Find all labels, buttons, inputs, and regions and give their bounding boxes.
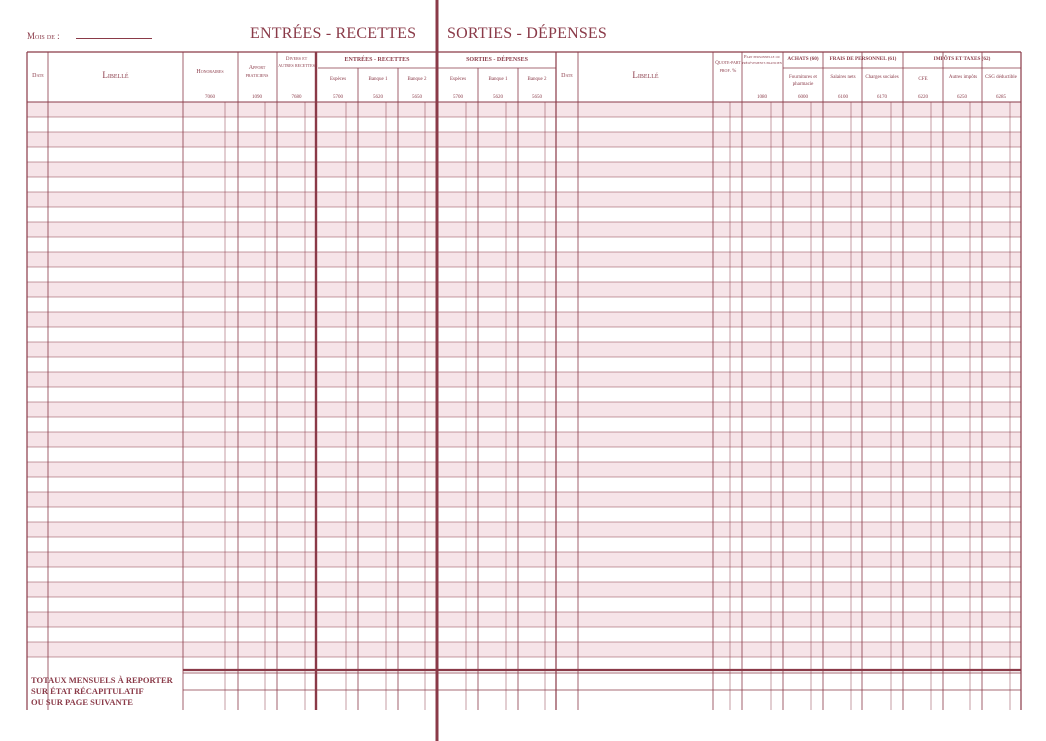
col-date: Date	[32, 73, 44, 79]
row-stripe	[27, 192, 1021, 207]
col-banque2-s: Banque 2	[527, 77, 547, 82]
code-honoraires: 7060	[205, 95, 215, 100]
group-sorties: SORTIES - DÉPENSES	[466, 57, 528, 63]
row-stripe	[27, 612, 1021, 627]
row-stripe	[27, 432, 1021, 447]
code-banque2-s: 5650	[532, 95, 542, 100]
col-autres-impots: Autres impôts	[948, 75, 978, 80]
row-stripe	[27, 252, 1021, 267]
group-impots: IMPÔTS ET TAXES (62)	[933, 56, 991, 62]
col-libelle-right: Libellé	[632, 70, 659, 80]
code-fournitures: 6000	[798, 95, 808, 100]
row-stripe	[27, 642, 1021, 657]
code-part-perso: 1080	[757, 95, 767, 100]
code-especes: 5700	[333, 95, 343, 100]
totaux-line-2: SUR ÉTAT RÉCAPITULATIF	[31, 686, 144, 696]
col-libelle: Libellé	[102, 70, 129, 80]
totaux-line-1: TOTAUX MENSUELS À REPORTER	[31, 675, 173, 685]
col-honoraires: Honoraires	[196, 69, 224, 75]
code-salaires: 6100	[838, 95, 848, 100]
col-csg: CSG déductible	[985, 75, 1017, 80]
row-stripe	[27, 582, 1021, 597]
row-stripe	[27, 492, 1021, 507]
title-entrees-recettes: ENTRÉES - RECETTES	[250, 25, 417, 42]
group-entrees: ENTRÉES - RECETTES	[344, 57, 410, 63]
col-date-right: Date	[561, 73, 573, 79]
col-banque1-s: Banque 1	[488, 77, 508, 82]
code-autres-impots: 6250	[957, 95, 967, 100]
code-csg: 6285	[996, 95, 1006, 100]
col-banque1: Banque 1	[368, 77, 388, 82]
code-charges: 6170	[877, 95, 887, 100]
group-frais: FRAIS DE PERSONNEL (61)	[829, 56, 897, 62]
code-divers: 7680	[291, 95, 302, 100]
row-stripe	[27, 402, 1021, 417]
code-cfe: 6220	[918, 95, 928, 100]
col-cfe: CFE	[918, 77, 928, 82]
code-banque1-s: 5620	[493, 95, 503, 100]
row-stripe	[27, 282, 1021, 297]
row-stripe	[27, 102, 1021, 117]
group-achats: ACHATS (60)	[787, 56, 819, 62]
row-stripe	[27, 162, 1021, 177]
row-stripe	[27, 372, 1021, 387]
code-banque2: 5650	[412, 95, 422, 100]
col-especes: Espèces	[329, 77, 347, 82]
col-charges: Charges sociales	[865, 75, 899, 80]
row-stripe	[27, 132, 1021, 147]
col-especes-s: Espèces	[449, 77, 467, 82]
row-stripe	[27, 342, 1021, 357]
code-apport: 1090	[252, 95, 262, 100]
totaux-line-3: OU SUR PAGE SUIVANTE	[31, 697, 133, 707]
row-stripe	[27, 222, 1021, 237]
mois-input-line[interactable]	[76, 38, 152, 39]
col-quote-part: Quote-part prof. %	[715, 61, 741, 74]
col-banque2: Banque 2	[407, 77, 427, 82]
code-especes-s: 5700	[453, 95, 463, 100]
title-sorties-depenses: SORTIES - DÉPENSES	[447, 25, 607, 42]
col-salaires: Salaires nets	[830, 75, 856, 80]
col-divers: Divers et autres recettes	[278, 57, 315, 69]
col-apport: Apport praticiens	[245, 65, 269, 79]
col-fournitures: Fournitures et pharmacie	[789, 75, 817, 87]
row-stripe	[27, 312, 1021, 327]
mois-label: Mois de :	[27, 31, 60, 41]
row-stripe	[27, 552, 1021, 567]
code-banque1: 5620	[373, 95, 383, 100]
col-part-perso: Part personnelle ou prélèvements praticien	[742, 54, 782, 66]
row-stripe	[27, 462, 1021, 477]
row-stripe	[27, 522, 1021, 537]
